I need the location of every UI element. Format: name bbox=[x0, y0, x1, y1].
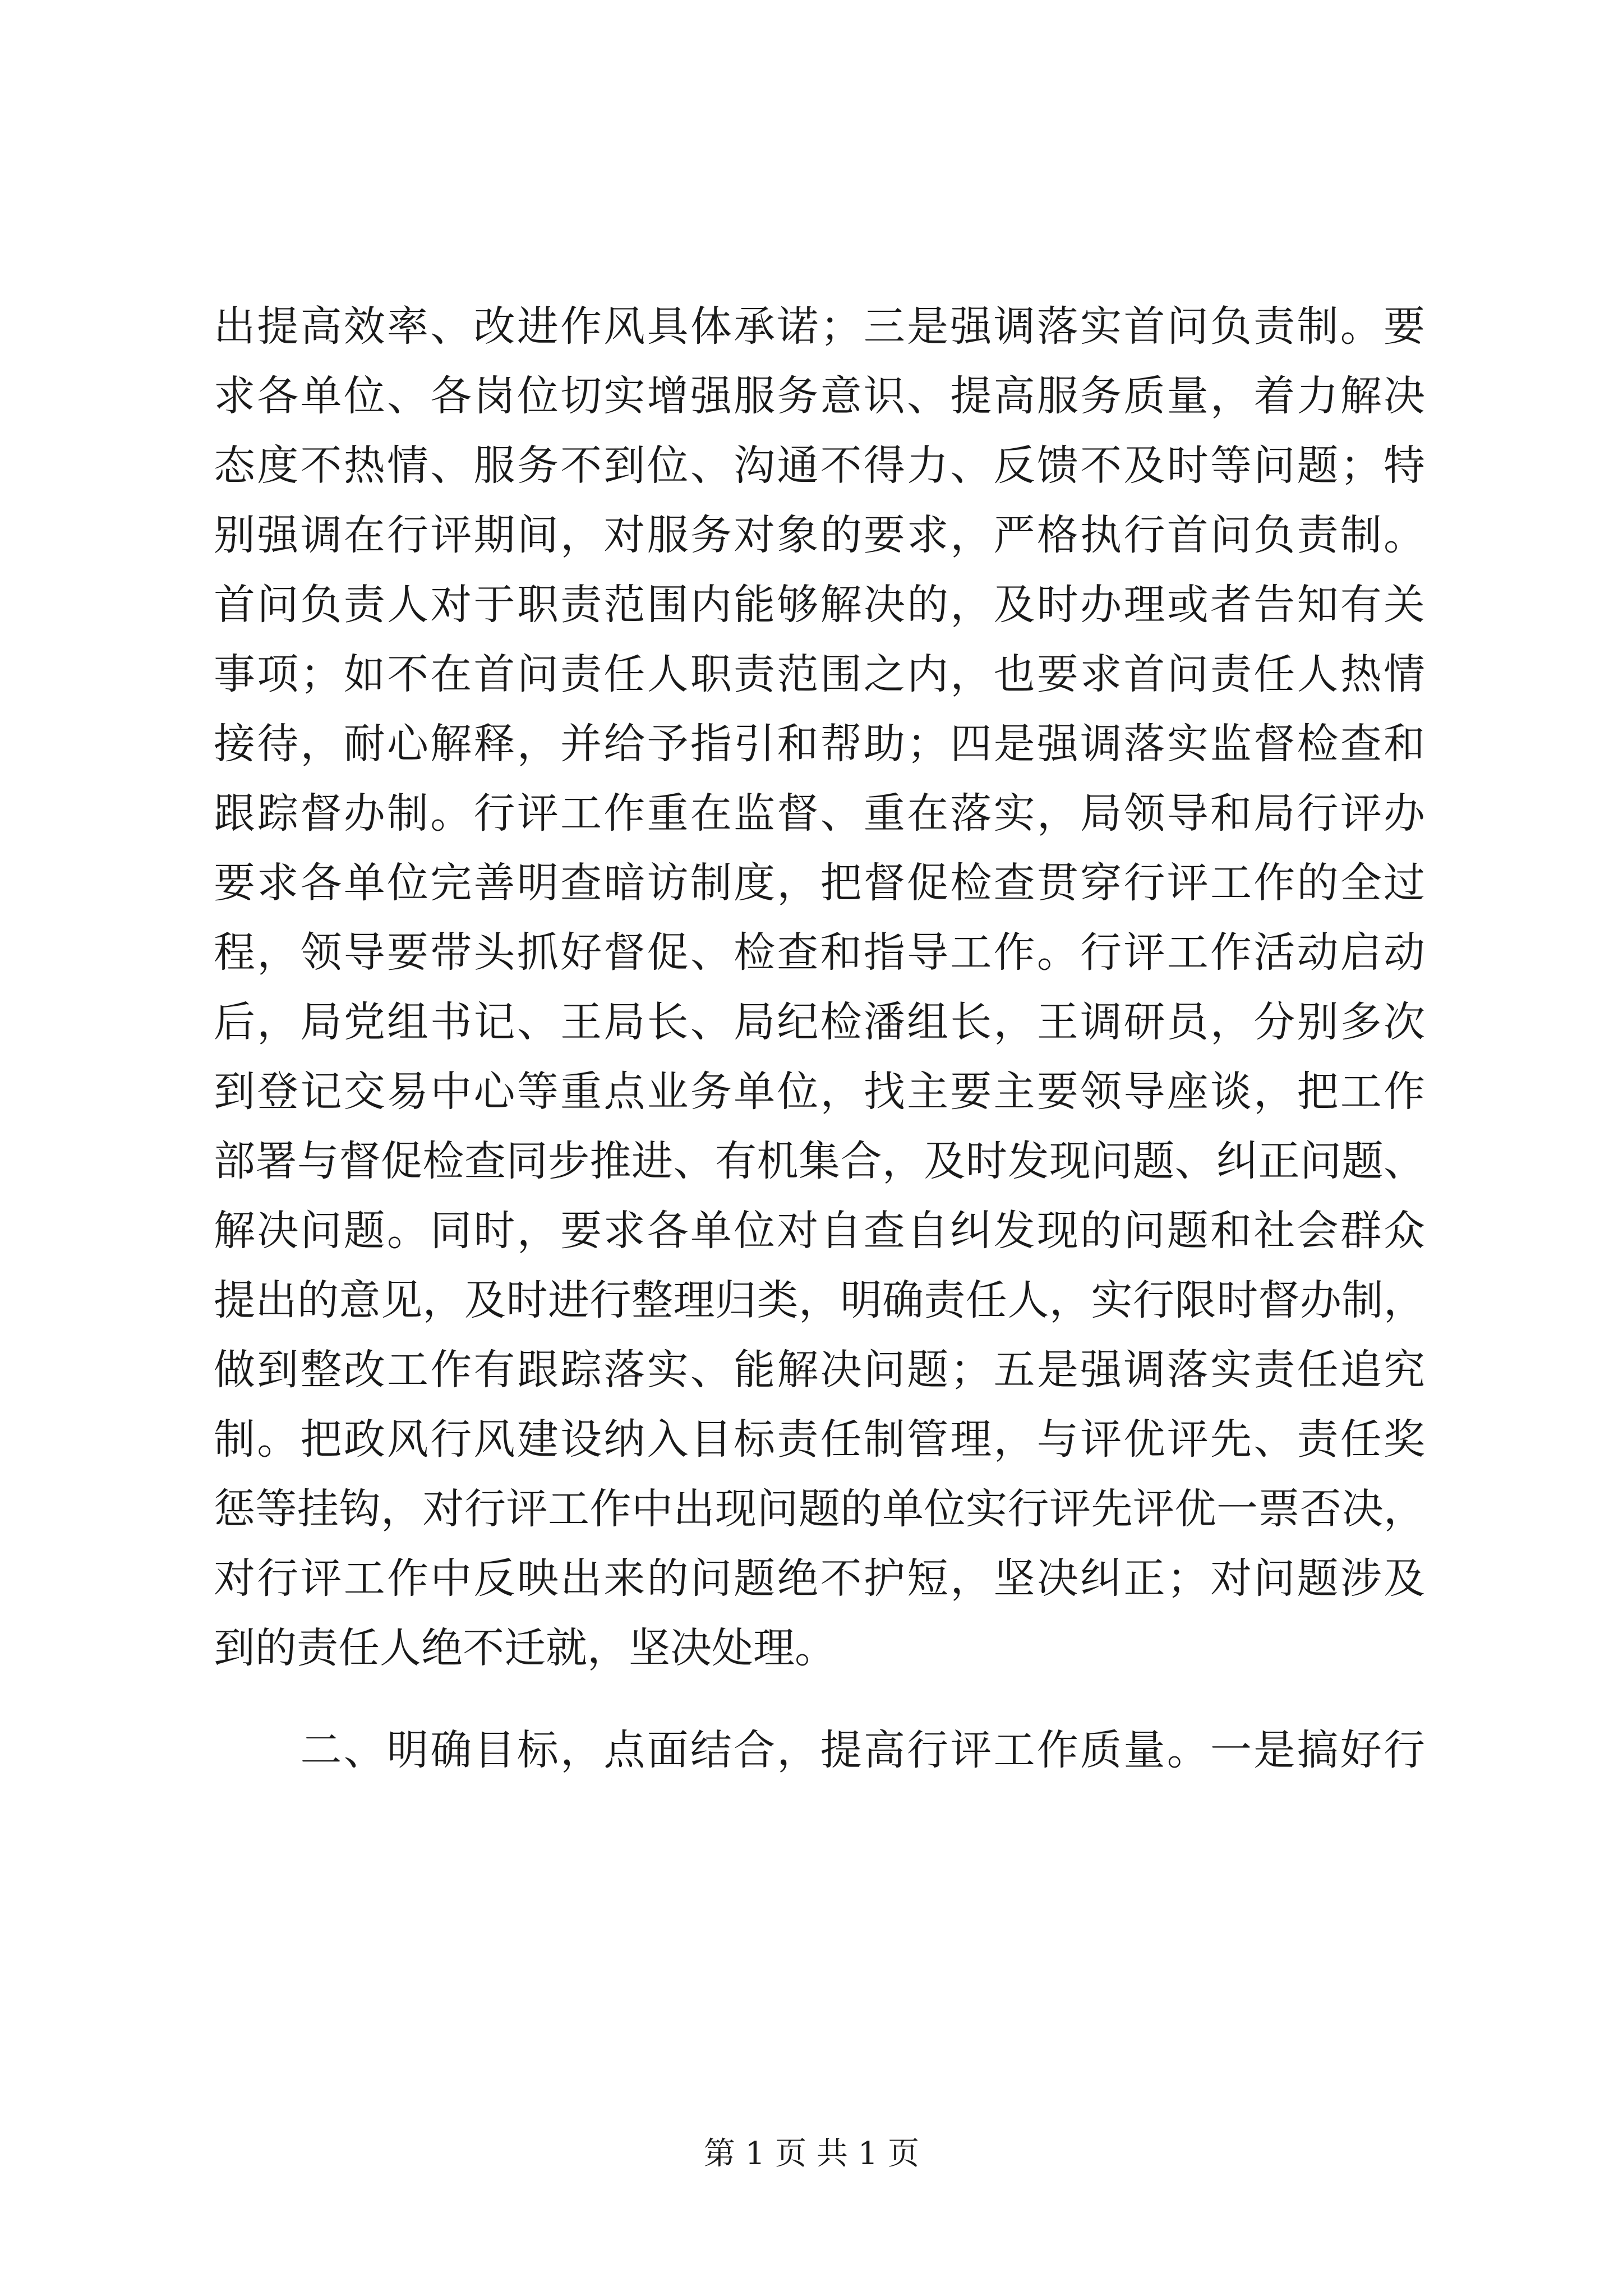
section-heading-line: 二、明确目标，点面结合，提高行评工作质量。一是搞好行 bbox=[214, 1726, 1425, 1774]
text-line: 到登记交易中心等重点业务单位，找主要主要领导座谈，把工作 bbox=[214, 1068, 1425, 1116]
paragraph-gap bbox=[214, 1683, 1425, 1715]
text-line: 解决问题。同时，要求各单位对自查自纠发现的问题和社会群众 bbox=[214, 1207, 1425, 1255]
text-line: 制。把政风行风建设纳入目标责任制管理，与评优评先、责任奖 bbox=[214, 1415, 1425, 1464]
text-line: 态度不热情、服务不到位、沟通不得力、反馈不及时等问题；特 bbox=[214, 441, 1425, 490]
text-line: 程，领导要带头抓好督促、检查和指导工作。行评工作活动启动 bbox=[214, 928, 1425, 977]
text-line: 接待，耐心解释，并给予指引和帮助；四是强调落实监督检查和 bbox=[214, 720, 1425, 768]
text-line: 跟踪督办制。行评工作重在监督、重在落实，局领导和局行评办 bbox=[214, 789, 1425, 838]
text-line: 别强调在行评期间，对服务对象的要求，严格执行首问负责制。 bbox=[214, 511, 1425, 559]
text-line: 提出的意见，及时进行整理归类，明确责任人，实行限时督办制， bbox=[214, 1276, 1425, 1324]
body-text bbox=[214, 292, 1425, 1785]
text-line: 后，局党组书记、王局长、局纪检潘组长，王调研员，分别多次 bbox=[214, 998, 1425, 1046]
text-line: 做到整改工作有跟踪落实、能解决问题；五是强调落实责任追究 bbox=[214, 1346, 1425, 1394]
text-line: 到的责任人绝不迁就，坚决处理。 bbox=[214, 1624, 836, 1672]
text-line: 求各单位、各岗位切实增强服务意识、提高服务质量，着力解决 bbox=[214, 372, 1425, 420]
text-line: 惩等挂钩，对行评工作中出现问题的单位实行评先评优一票否决， bbox=[214, 1485, 1425, 1533]
text-line: 事项；如不在首问责任人职责范围之内，也要求首问责任人热情 bbox=[214, 650, 1425, 698]
page-footer: 第 1 页 共 1 页 bbox=[703, 2136, 920, 2172]
text-line: 部署与督促检查同步推进、有机集合，及时发现问题、纠正问题、 bbox=[214, 1137, 1425, 1185]
text-line: 首问负责人对于职责范围内能够解决的，及时办理或者告知有关 bbox=[214, 581, 1425, 629]
text-line: 要求各单位完善明查暗访制度，把督促检查贯穿行评工作的全过 bbox=[214, 859, 1425, 907]
text-line: 出提高效率、改进作风具体承诺；三是强调落实首问负责制。要 bbox=[214, 302, 1425, 351]
text-line: 对行评工作中反映出来的问题绝不护短，坚决纠正；对问题涉及 bbox=[214, 1554, 1425, 1603]
